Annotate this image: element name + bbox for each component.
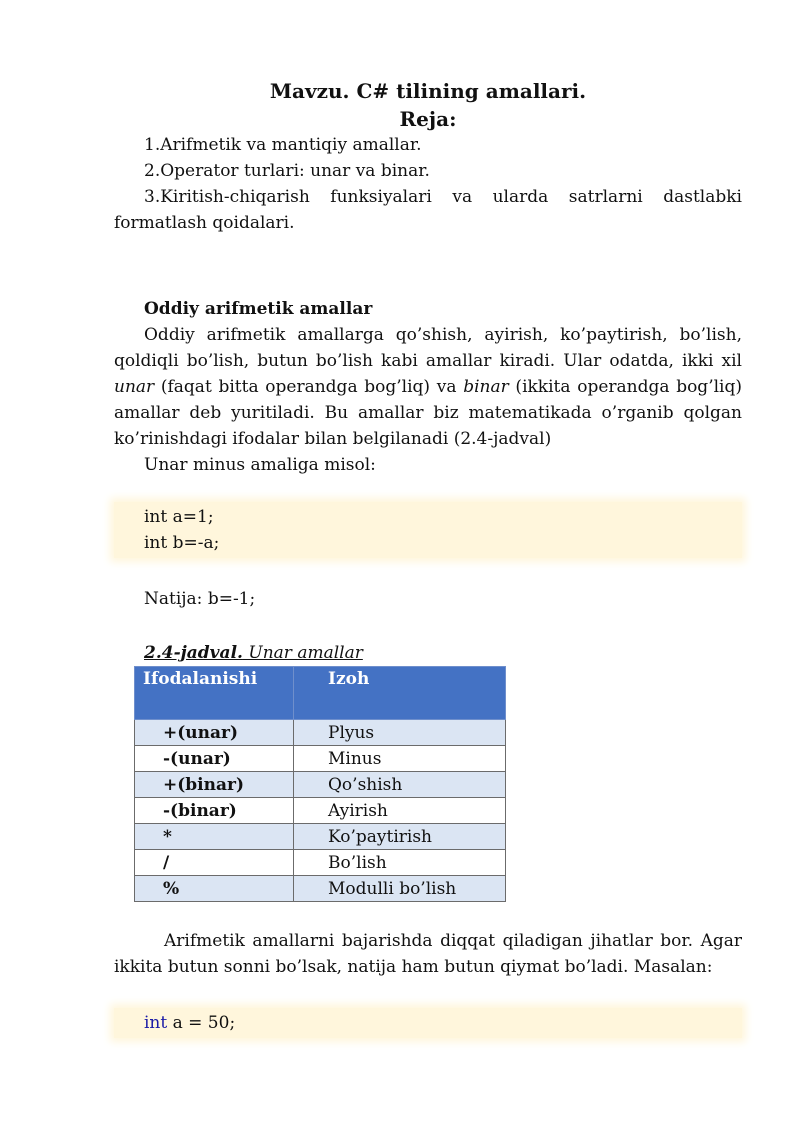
- para-text-2: (faqat bitta operandga bog’liq) va: [154, 377, 464, 397]
- plan-item-2: 2.Operator turlari: unar va binar.: [144, 161, 430, 181]
- table-cell-operator: *: [135, 824, 294, 850]
- table-cell-description: Qo’shish: [294, 772, 506, 798]
- caption-title: Unar amallar: [242, 643, 363, 663]
- table-row: [135, 720, 506, 746]
- table-cell-operator: -(binar): [135, 798, 294, 824]
- table-cell-operator: /: [135, 850, 294, 876]
- para-binar: binar: [463, 377, 509, 397]
- table-cell-description: Ayirish: [294, 798, 506, 824]
- table-cell-operator: %: [135, 876, 294, 902]
- table-cell-operator: +(binar): [135, 772, 294, 798]
- table-row: [135, 876, 506, 902]
- table-row: [135, 772, 506, 798]
- caption-number: 2.4-jadval.: [144, 643, 243, 663]
- operators-table: [134, 666, 506, 902]
- table-row: [135, 850, 506, 876]
- table-cell-operator: +(unar): [135, 720, 294, 746]
- plan-item-3: 3.Kiritish-chiqarish funksiyalari va ularda satrlarni dastlabki formatlash qoidalari.: [114, 187, 742, 233]
- table-caption: [114, 640, 742, 666]
- header-ifodalanishi: Ifodalanishi: [135, 667, 294, 720]
- table-row: [135, 824, 506, 850]
- table-cell-description: Minus: [294, 746, 506, 772]
- para-text-3: (ikkita operandga bog’liq) amallar deb yuritiladi. Bu amallar biz matematikada o’rganib qolgan ko’rinishdagi ifodalar bilan belgilanadi (2.4-jadval): [114, 377, 742, 449]
- code-line-1: int a=1;: [144, 507, 214, 527]
- table-row: [135, 746, 506, 772]
- table-cell-description: Bo’lish: [294, 850, 506, 876]
- code-block-2: [114, 1008, 742, 1038]
- code-line-3: [144, 1010, 742, 1036]
- header-izoh: Izoh: [294, 667, 506, 720]
- table-row: [135, 798, 506, 824]
- plan-item-1: 1.Arifmetik va mantiqiy amallar.: [144, 135, 422, 155]
- table-cell-description: Modulli bo’lish: [294, 876, 506, 902]
- closing-paragraph: Arifmetik amallarni bajarishda diqqat qiladigan jihatlar bor. Agar ikkita butun sonni bo’lsak, natija ham butun qiymat bo’ladi. Masalan:: [114, 931, 742, 977]
- para-unar: unar: [114, 377, 155, 397]
- result-text: Natija: b=-1;: [144, 589, 256, 609]
- document-page: [114, 74, 742, 1038]
- table-cell-operator: -(unar): [135, 746, 294, 772]
- code-rest: a = 50;: [167, 1013, 236, 1033]
- code-line-2: int b=-a;: [144, 533, 220, 553]
- para-text-1: Oddiy arifmetik amallarga qo’shish, ayirish, ko’paytirish, bo’lish, qoldiqli bo’lish, butun bo’lish kabi amallar kiradi. Ular odatda, ikki xil: [114, 325, 742, 371]
- section-heading: Oddiy arifmetik amallar: [144, 299, 373, 319]
- table-cell-description: Plyus: [294, 720, 506, 746]
- section-paragraph: [114, 322, 742, 452]
- code-keyword: int: [144, 1013, 168, 1033]
- example-intro: Unar minus amaliga misol:: [144, 455, 376, 475]
- code-block-1: [114, 502, 742, 558]
- page-title: Mavzu. C# tilining amallari.: [269, 79, 587, 103]
- table-header-row: [135, 667, 506, 720]
- page-subtitle: Reja:: [399, 107, 457, 131]
- table-cell-description: Ko’paytirish: [294, 824, 506, 850]
